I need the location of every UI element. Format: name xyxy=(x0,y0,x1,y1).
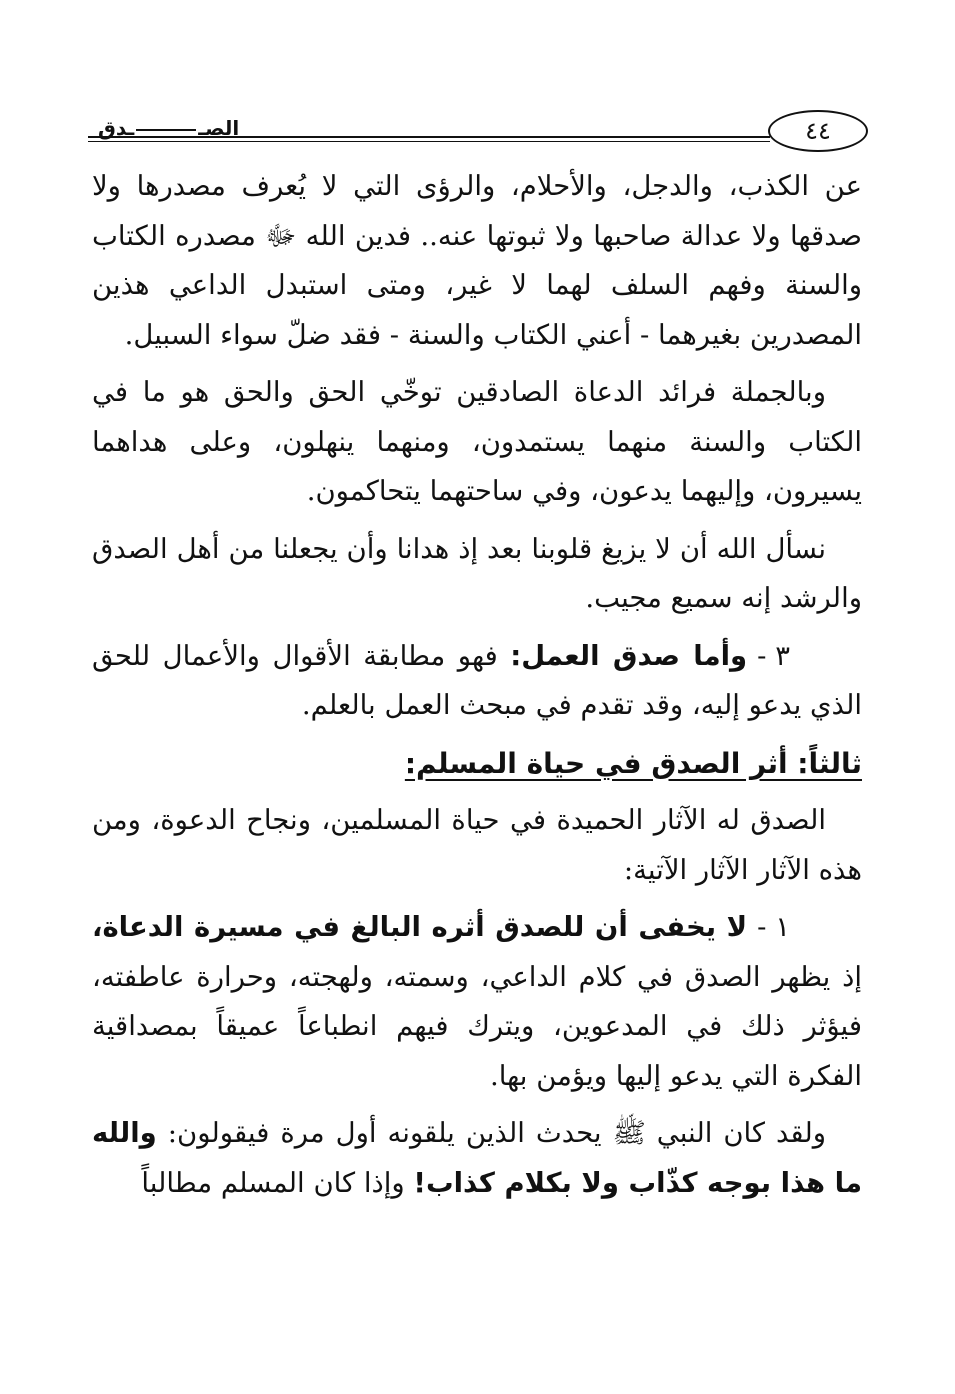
paragraph-3: نسأل الله أن لا يزيغ قلوبنا بعد إذ هدانا وأن يجعلنا من أهل الصدق والرشد إنه سميع مجيب. xyxy=(92,532,862,614)
paragraph-2: وبالجملة فرائد الدعاة الصادقين توخّي الحق والحق هو ما في الكتاب والسنة منهما يستمدون، ومنهما ينهلون، وعلى هداهما يسيرون، وإليهما يدعون، وفي ساحتهما يتحاكمون. xyxy=(92,376,863,507)
bold-quote: والله ما هذا بوجه كذّاب ولا بكلام كذاب! xyxy=(92,1117,862,1199)
bold-lead: وأما صدق العمل: xyxy=(510,639,748,672)
paragraph-text: فهو مطابقة الأقوال والأعمال للحق الذي يدعو إليه، وقد تقدم في مبحث العمل بالعلم. xyxy=(92,639,862,721)
section-heading: ثالثاً: أثر الصدق في حياة المسلم: xyxy=(404,746,862,780)
title-kashida xyxy=(136,129,196,131)
paragraph-4 xyxy=(92,632,862,731)
header-rule-thin xyxy=(88,141,770,142)
paragraph-text: ولقد كان النبي ﷺ يحدث الذين يلقونه أول مرة فيقولون: xyxy=(167,1117,826,1149)
paragraph-text: إذ يظهر الصدق في كلام الداعي، وسمته، ولهجته، وحرارة عاطفته، فيؤثر ذلك في المدعوين، ويترك فيهم انطباعاً عميقاً بمصداقية الفكرة التي يدعو إليها ويؤمن بها. xyxy=(92,960,862,1092)
page-number: ٤٤ xyxy=(768,110,868,152)
paragraph-6 xyxy=(92,903,862,1101)
running-title-end: ـدق xyxy=(98,116,135,140)
page-header xyxy=(88,110,868,156)
running-title-start: الصـ xyxy=(198,116,240,140)
running-title xyxy=(98,116,239,140)
item-number: ١ - xyxy=(757,911,790,943)
page-body xyxy=(92,162,862,1216)
paragraph-text-end: وإذا كان المسلم مطالباً xyxy=(141,1166,405,1199)
paragraph-5: الصدق له الآثار الحميدة في حياة المسلمين، ونجاح الدعوة، ومن هذه الآثار الآثار الآتية: xyxy=(92,804,862,886)
item-number: ٣ - xyxy=(757,639,790,672)
paragraph-7 xyxy=(92,1109,862,1208)
paragraph-1: عن الكذب، والدجل، والأحلام، والرؤى التي لا يُعرف مصدرها ولا صدقها ولا عدالة صاحبها ولا ثبوتها عنه.. فدين الله ﷻ مصدره الكتاب والسنة وفهم السلف لهما لا غير، ومتى استبدل الداعي هذين المصدرين بغيرهما - أعني الكتاب والسنة - فقد ضلّ سواء السبيل. xyxy=(92,170,862,351)
bold-lead: لا يخفى أن للصدق أثره البالغ في مسيرة الدعاة، xyxy=(92,911,748,943)
